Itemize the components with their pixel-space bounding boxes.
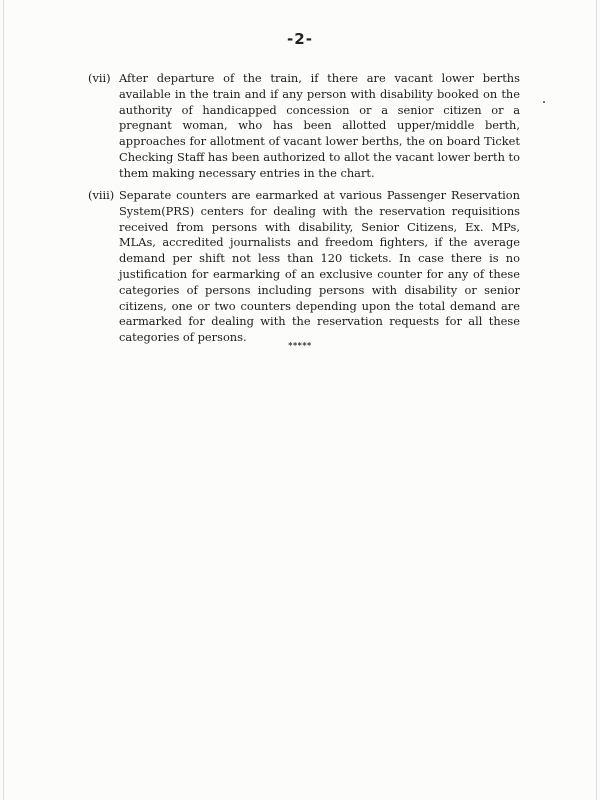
list-item-label: (viii) [88,188,115,202]
list-item-text: Separate counters are earmarked at various Passenger Reservation System(PRS) centers for dealing with the reservation requisitions received from persons with disability, Senior Citizens, Ex. MPs, MLAs, accredited journalists and freedom fighters, if the average demand per shift not less than 120 tickets. In case there is no justification for earmarking of an exclusive counter for any of these categories of persons including persons with disability or senior citizens, one or two counters depending upon the total demand are earmarked for dealing with the reservation requests for all these categories of persons. [119,188,520,345]
scan-speck [543,101,545,103]
list-item-label: (vii) [88,71,111,85]
list-item-text: After departure of the train, if there are vacant lower berths available in the train and if any person with disability booked on the authority of handicapped concession or a senior citizen or a pregnant woman, who has been allotted upper/middle berth, approaches for allotment of vacant lower berths, the on board Ticket Checking Staff has been authorized to allot the vacant lower berth to them making necessary entries in the chart. [119,71,520,180]
list-item-viii [88,188,520,346]
scan-edge-right [596,0,597,800]
end-of-document-mark: ***** [288,340,312,350]
scan-edge-left [3,0,4,800]
page-number: -2- [287,30,313,48]
list-item-vii [88,71,520,182]
